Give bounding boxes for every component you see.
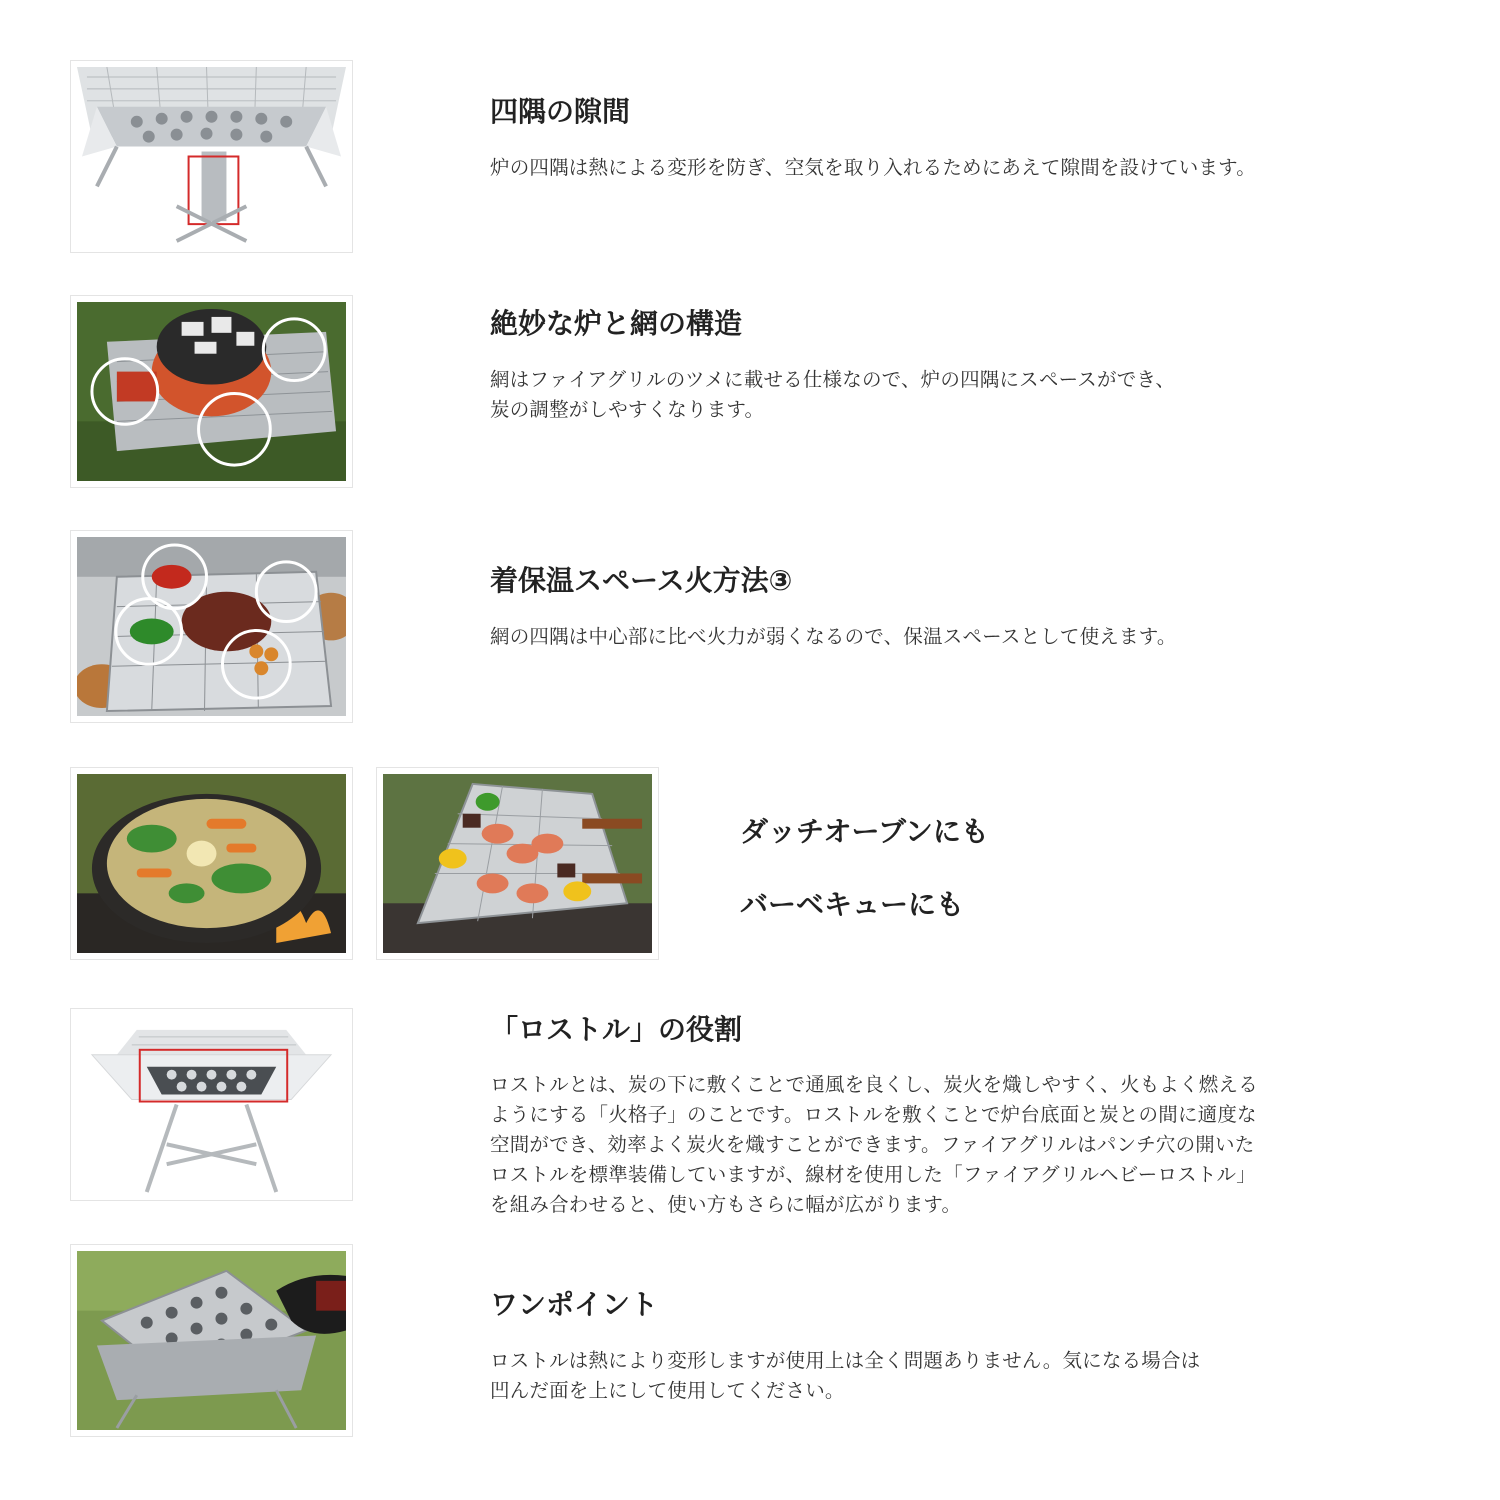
rostle-photo: [70, 1008, 353, 1201]
section-title-structure: 絶妙な炉と網の構造: [490, 307, 743, 340]
section-body-keep-warm: 網の四隅は中心部に比べ火力が弱くなるので、保温スペースとして使えます。: [490, 625, 1177, 648]
section-body-corner-gap: 炉の四隅は熱による変形を防ぎ、空気を取り入れるためにあえて隙間を設けています。: [490, 156, 1256, 179]
grill-charcoal-dutch-oven-photo-icon: [77, 302, 346, 481]
grill-rostle-diagram-photo-icon: [77, 1015, 346, 1194]
keep-warm-photo: [70, 530, 353, 723]
barbecue-label: バーベキューにも: [740, 888, 965, 921]
section-body-structure: 網はファイアグリルのツメに載せる仕様なので、炉の四隅にスペースができ、 炭の調整がしやすくなります。: [490, 368, 1176, 421]
section-title-rostle-role: 「ロストル」の役割: [490, 1013, 743, 1046]
section-title-keep-warm: 着保温スペース火方法③: [490, 564, 793, 597]
barbecue-skewers-photo-icon: [383, 774, 652, 953]
section-title-corner-gap: 四隅の隙間: [490, 95, 631, 128]
fire-grill-corner-photo-icon: [77, 67, 346, 246]
one-point-photo: [70, 1244, 353, 1437]
dutch-oven-photo: [70, 767, 353, 960]
section-body-one-point: ロストルは熱により変形しますが使用上は全く問題ありません。気になる場合は 凹んだ面を上にして使用してください。: [490, 1349, 1201, 1402]
dutch-oven-label: ダッチオーブンにも: [740, 815, 989, 848]
dutch-oven-stew-photo-icon: [77, 774, 346, 953]
structure-photo: [70, 295, 353, 488]
barbecue-photo: [376, 767, 659, 960]
section-body-rostle-role: ロストルとは、炭の下に敷くことで通風を良くし、炭火を熾しやすく、火もよく燃える ようにする「火格子」のことです。ロストルを敷くことで炉台底面と炭との間に適度な 空間ができ、効率よく炭火を熾すことができます。ファイアグリルはパンチ穴の開いた ロストルを標準装備していますが、線材を使用した「ファイアグリルヘビーロストル」 を組み合わせると、使い方もさらに幅が広がります。: [490, 1073, 1258, 1216]
gloved-hand-rostle-photo-icon: [77, 1251, 346, 1430]
section-title-one-point: ワンポイント: [490, 1288, 659, 1321]
corner-gap-photo: [70, 60, 353, 253]
grill-food-keep-warm-photo-icon: [77, 537, 346, 716]
